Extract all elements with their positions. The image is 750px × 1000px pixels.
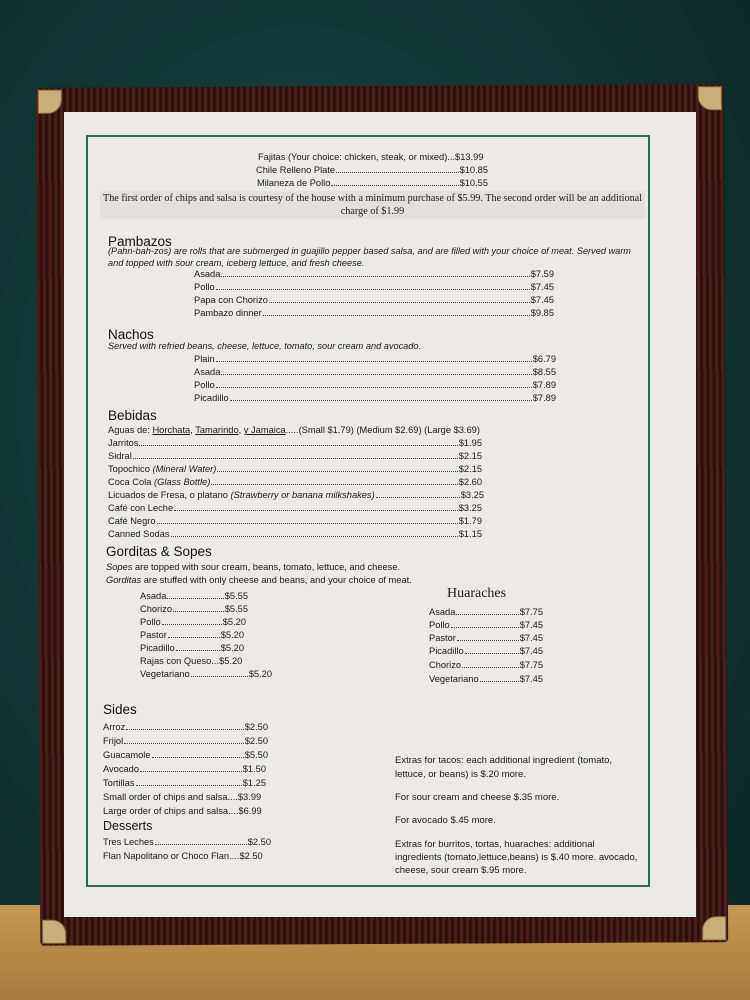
list-item: Pollo $7.45: [194, 282, 554, 292]
binder-corner-bl: [42, 920, 66, 944]
list-item: Pastor $5.20: [140, 630, 244, 640]
list-item: Café con Leche $3.25: [108, 503, 482, 513]
section-title-bebidas: Bebidas: [108, 408, 157, 423]
list-item: Pollo $5.20: [140, 617, 246, 627]
list-item: Licuados de Fresa, o platano (Strawberry or banana milkshakes) $3.25: [108, 490, 484, 500]
list-item: Tres Leches $2.50: [103, 837, 271, 847]
list-item: Small order of chips and salsa .... $3.99: [103, 792, 262, 802]
list-item: Coca Cola (Glass Bottle) $2.60: [108, 477, 482, 487]
list-item: Jarritos $1.95: [108, 438, 482, 448]
list-item: Plain $6.79: [194, 354, 556, 364]
list-item: Topochico (Mineral Water) $2.15: [108, 464, 482, 474]
list-item: Asada $5.55: [140, 591, 248, 601]
list-item: Pollo $7.45: [429, 620, 543, 630]
section-title-gorditas: Gorditas & Sopes: [106, 544, 212, 559]
menu-item-chile-relleno: Chile Relleno Plate $10.85: [256, 165, 488, 175]
gorditas-description: Gorditas are stuffed with only cheese and beans, and your choice of meat.: [106, 575, 412, 585]
list-item: Picadillo $5.20: [140, 643, 244, 653]
pambazos-description: (Pahn-bah-zos) are rolls that are submerged in guajillo pepper based salsa, and are filled with your choice of meat. Served warm and topped with sour cream, iceberg lettuce, and fresh cheese.: [108, 246, 631, 268]
list-item: Asada $7.75: [429, 607, 543, 617]
list-item: Asada $8.55: [194, 367, 556, 377]
list-item: Chorizo $7.75: [429, 660, 543, 670]
extras-avocado: For avocado $.45 more.: [395, 815, 496, 826]
list-item: Flan Napolitano or Choco Flan .... $2.50: [103, 851, 263, 861]
list-item: Guacamole $5.50: [103, 750, 268, 760]
list-item: Frijol $2.50: [103, 736, 268, 746]
list-item: Tortillas $1.25: [103, 778, 266, 788]
extras-tacos: Extras for tacos: each additional ingredient (tomato, lettuce, or beans) is $.20 more.: [395, 755, 613, 780]
aguas-line: Aguas de: Horchata, Tamarindo, y Jamaica.....(Small $1.79) (Medium $2.69) (Large $3.69): [108, 425, 480, 435]
section-title-desserts: Desserts: [103, 819, 153, 833]
list-item: Avocado $1.50: [103, 764, 266, 774]
list-item: Pambazo dinner $9.85: [194, 308, 554, 318]
list-item: Vegetariano $7.45: [429, 674, 543, 684]
list-item: Picadillo $7.45: [429, 646, 543, 656]
extras-burritos: Extras for burritos, tortas, huaraches: additional ingredients (tomato,lettuce,beans) is $.40 more. avocado, cheese, sour cream $.95 more.: [395, 839, 638, 876]
list-item: Pollo $7.89: [194, 380, 556, 390]
menu-item-milaneza: Milaneza de Pollo $10.55: [257, 178, 488, 188]
chips-note: The first order of chips and salsa is courtesy of the house with a minimum purchase of $5.99. The second order will be an additional charge of $1.99: [100, 191, 645, 219]
binder-corner-tl: [38, 90, 62, 114]
section-title-nachos: Nachos: [108, 327, 154, 342]
binder-corner-tr: [698, 86, 722, 110]
list-item: Papa con Chorizo $7.45: [194, 295, 554, 305]
binder-corner-br: [702, 916, 726, 940]
list-item: Asada $7.59: [194, 269, 554, 279]
sopes-description: Sopes are topped with sour cream, beans, tomato, lettuce, and cheese.: [106, 562, 401, 572]
list-item: Chorizo $5.55: [140, 604, 248, 614]
section-title-pambazos: Pambazos: [108, 234, 172, 249]
list-item: Arroz $2.50: [103, 722, 268, 732]
list-item: Picadillo $7.89: [194, 393, 556, 403]
nachos-description: Served with refried beans, cheese, lettuce, tomato, sour cream and avocado.: [108, 341, 422, 351]
section-title-sides: Sides: [103, 702, 137, 717]
list-item: Café Negro $1.79: [108, 516, 482, 526]
menu-item-fajitas: Fajitas (Your choice: chicken, steak, or mixed) ... $13.99: [258, 152, 484, 162]
list-item: Pastor $7.45: [429, 633, 543, 643]
list-item: Canned Sodas $1.15: [108, 529, 482, 539]
list-item: Rajas con Queso ... $5.20: [140, 656, 243, 666]
list-item: Sidral $2.15: [108, 451, 482, 461]
list-item: Large order of chips and salsa .... $6.99: [103, 806, 262, 816]
extras-sour-cream: For sour cream and cheese $.35 more.: [395, 792, 560, 803]
section-title-huaraches: Huaraches: [447, 586, 507, 601]
list-item: Vegetariano $5.20: [140, 669, 272, 679]
